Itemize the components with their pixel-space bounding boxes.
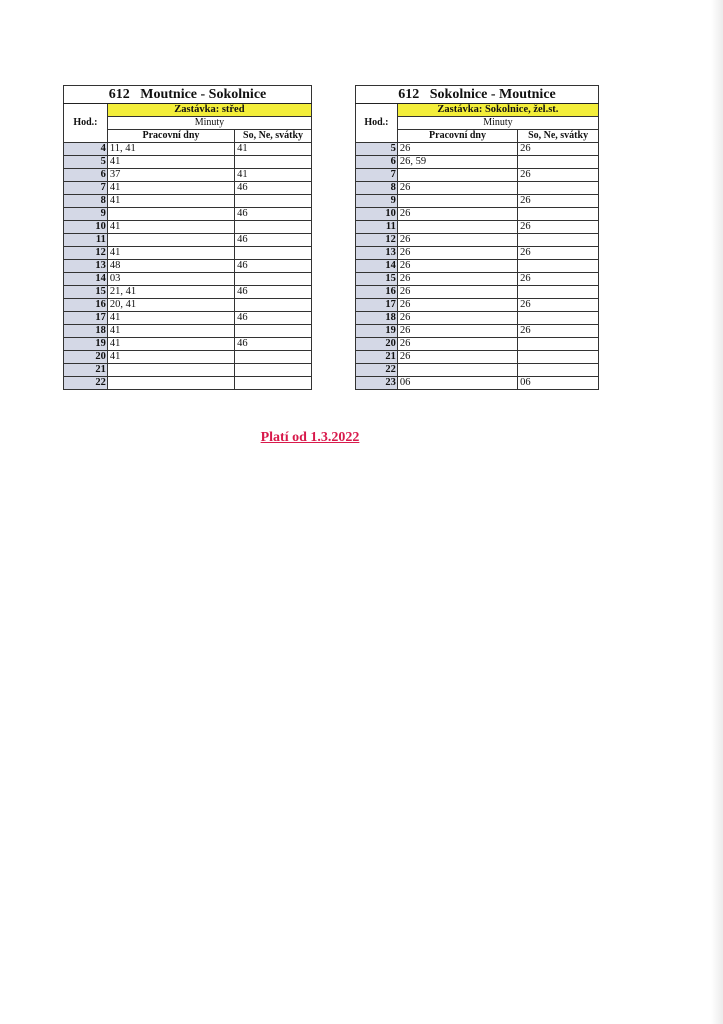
weekday-header: Pracovní dny [107,130,234,143]
timetable-row [356,338,599,351]
hour-cell: 12 [356,234,398,247]
weekend-minutes: 41 [235,169,312,182]
timetable-row [64,377,312,390]
hour-cell: 12 [64,247,108,260]
hour-header: Hod.: [64,104,108,143]
timetable-row [64,182,312,195]
hour-cell: 20 [356,338,398,351]
weekend-minutes: 26 [518,169,599,182]
timetable-row [356,182,599,195]
weekday-minutes: 21, 41 [107,286,234,299]
weekend-minutes: 26 [518,195,599,208]
weekday-minutes: 26 [397,273,517,286]
timetable-row [356,234,599,247]
weekend-minutes [235,195,312,208]
hour-cell: 18 [64,325,108,338]
hour-cell: 22 [356,364,398,377]
weekend-minutes: 26 [518,143,599,156]
hour-cell: 8 [356,182,398,195]
weekday-minutes: 26 [397,247,517,260]
weekend-minutes [235,351,312,364]
line-number: 612 [398,86,420,102]
hour-cell: 9 [64,208,108,221]
hour-cell: 22 [64,377,108,390]
weekend-minutes [518,208,599,221]
hour-cell: 9 [356,195,398,208]
hour-cell: 4 [64,143,108,156]
timetable-row [64,156,312,169]
weekend-minutes [518,338,599,351]
timetable-row [356,260,599,273]
hour-cell: 7 [64,182,108,195]
weekday-minutes [107,208,234,221]
timetable-row [356,273,599,286]
route-name: Moutnice - Sokolnice [140,86,267,102]
hour-cell: 18 [356,312,398,325]
hour-cell: 11 [64,234,108,247]
weekend-minutes [235,325,312,338]
weekend-minutes [235,156,312,169]
timetable-row [356,286,599,299]
hour-cell: 21 [64,364,108,377]
weekday-minutes: 06 [397,377,517,390]
timetable-row [356,312,599,325]
hour-cell: 17 [356,299,398,312]
timetable-row [64,286,312,299]
weekend-minutes: 26 [518,247,599,260]
weekday-minutes: 37 [107,169,234,182]
timetable-row [356,169,599,182]
timetable-row [356,377,599,390]
hour-cell: 15 [64,286,108,299]
timetable-row [64,299,312,312]
weekday-minutes [397,221,517,234]
weekend-minutes [518,156,599,169]
line-number: 612 [108,86,130,102]
weekday-minutes [107,377,234,390]
weekday-minutes: 41 [107,156,234,169]
timetable-moutnice-sokolnice [63,85,312,390]
weekday-header: Pracovní dny [397,130,517,143]
timetable-row [64,364,312,377]
hour-cell: 21 [356,351,398,364]
timetable-row [64,208,312,221]
weekend-minutes: 46 [235,182,312,195]
timetable-row [356,325,599,338]
hour-cell: 10 [64,221,108,234]
hour-header: Hod.: [356,104,398,143]
weekday-minutes: 48 [107,260,234,273]
weekday-minutes: 26 [397,299,517,312]
timetable-row [64,338,312,351]
weekend-minutes: 26 [518,325,599,338]
timetable-row [64,273,312,286]
weekend-minutes [235,221,312,234]
hour-cell: 11 [356,221,398,234]
weekend-minutes: 41 [235,143,312,156]
timetable-row [64,325,312,338]
weekend-minutes [518,312,599,325]
hour-cell: 13 [356,247,398,260]
hour-cell: 13 [64,260,108,273]
timetable-title [356,86,599,104]
weekend-minutes [518,364,599,377]
weekday-minutes [107,234,234,247]
stop-name: Zastávka: Sokolnice, žel.st. [397,104,598,117]
weekend-minutes: 46 [235,312,312,325]
hour-cell: 5 [64,156,108,169]
weekend-minutes: 46 [235,260,312,273]
timetable-row [64,143,312,156]
weekday-minutes: 26 [397,182,517,195]
timetable-row [64,260,312,273]
weekend-minutes: 46 [235,208,312,221]
weekend-minutes: 46 [235,338,312,351]
weekend-minutes [235,299,312,312]
weekend-header: So, Ne, svátky [518,130,599,143]
weekend-minutes [235,377,312,390]
weekend-minutes [518,182,599,195]
weekend-header: So, Ne, svátky [235,130,312,143]
timetable-row [356,156,599,169]
weekday-minutes: 26 [397,325,517,338]
hour-cell: 10 [356,208,398,221]
weekend-minutes: 26 [518,299,599,312]
weekend-minutes [518,351,599,364]
hour-cell: 14 [64,273,108,286]
weekday-minutes: 41 [107,325,234,338]
weekday-minutes: 26 [397,338,517,351]
weekend-minutes [518,286,599,299]
timetable-row [64,351,312,364]
weekend-minutes: 26 [518,273,599,286]
weekday-minutes: 26 [397,208,517,221]
weekend-minutes: 06 [518,377,599,390]
weekday-minutes [397,364,517,377]
weekday-minutes [397,195,517,208]
hour-cell: 16 [356,286,398,299]
timetable-row [356,221,599,234]
timetable-row [64,195,312,208]
hour-cell: 19 [64,338,108,351]
hour-cell: 5 [356,143,398,156]
timetable-row [356,351,599,364]
weekday-minutes: 26 [397,143,517,156]
timetable-row [356,299,599,312]
weekday-minutes: 41 [107,247,234,260]
weekend-minutes [518,260,599,273]
timetable-row [64,169,312,182]
minutes-header: Minuty [107,117,311,130]
route-name: Sokolnice - Moutnice [429,86,556,102]
weekday-minutes: 26 [397,234,517,247]
weekend-minutes [235,364,312,377]
validity-notice: Platí od 1.3.2022 [260,430,360,445]
weekday-minutes: 41 [107,312,234,325]
hour-cell: 16 [64,299,108,312]
hour-cell: 15 [356,273,398,286]
timetable-row [356,195,599,208]
weekday-minutes: 26 [397,351,517,364]
hour-cell: 7 [356,169,398,182]
timetable-row [64,221,312,234]
hour-cell: 19 [356,325,398,338]
timetable-row [356,364,599,377]
weekend-minutes [235,247,312,260]
timetable-sokolnice-moutnice [355,85,599,390]
timetable-row [356,143,599,156]
weekday-minutes: 41 [107,195,234,208]
weekend-minutes: 46 [235,234,312,247]
weekday-minutes [107,364,234,377]
weekday-minutes: 41 [107,351,234,364]
weekday-minutes: 11, 41 [107,143,234,156]
weekday-minutes [397,169,517,182]
timetable-row [356,208,599,221]
timetable-row [64,247,312,260]
weekday-minutes: 41 [107,338,234,351]
stop-name: Zastávka: střed [107,104,311,117]
timetable-row [356,247,599,260]
weekday-minutes: 41 [107,221,234,234]
hour-cell: 14 [356,260,398,273]
weekday-minutes: 26 [397,260,517,273]
page-edge-shadow [711,0,723,1024]
hour-cell: 8 [64,195,108,208]
weekday-minutes: 26, 59 [397,156,517,169]
hour-cell: 20 [64,351,108,364]
hour-cell: 23 [356,377,398,390]
weekday-minutes: 20, 41 [107,299,234,312]
timetable-row [64,234,312,247]
weekday-minutes: 26 [397,286,517,299]
weekend-minutes [235,273,312,286]
timetable-row [64,312,312,325]
weekday-minutes: 03 [107,273,234,286]
weekend-minutes: 26 [518,221,599,234]
weekday-minutes: 41 [107,182,234,195]
minutes-header: Minuty [397,117,598,130]
weekend-minutes: 46 [235,286,312,299]
hour-cell: 17 [64,312,108,325]
timetable-title [64,86,312,104]
weekday-minutes: 26 [397,312,517,325]
hour-cell: 6 [356,156,398,169]
weekend-minutes [518,234,599,247]
hour-cell: 6 [64,169,108,182]
